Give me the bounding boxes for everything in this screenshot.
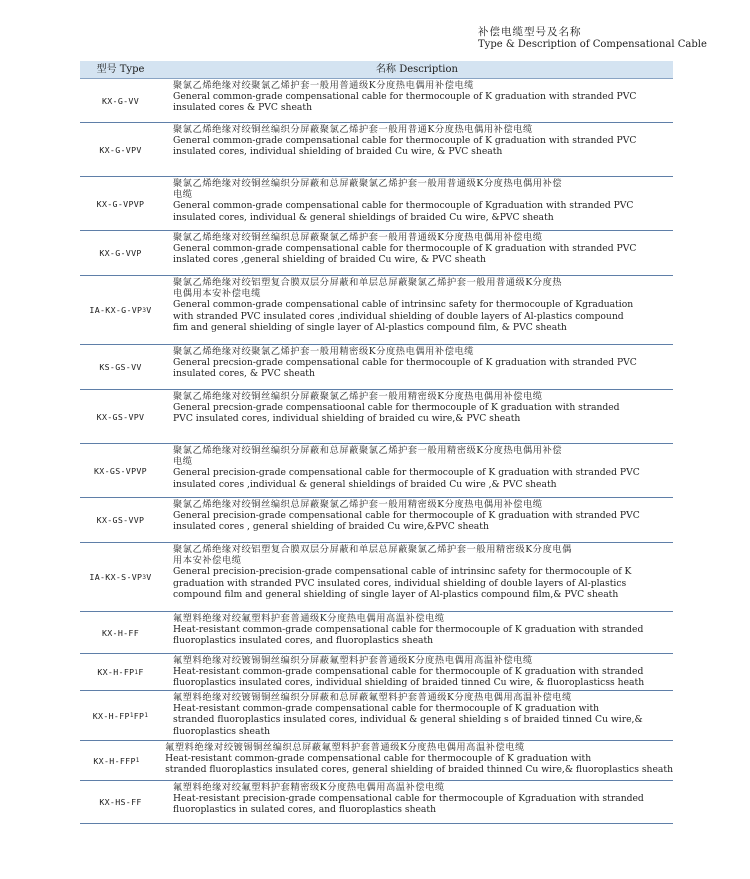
cable-model-code: KX-GS-VVP (96, 515, 145, 525)
cable-model-code: KX-GS-VPVP (94, 465, 147, 476)
cable-model-code: KX-H-FP (92, 710, 130, 721)
description-en-line: fim and general shielding of single layer of Al-plastics compound film, & PVC sheath (173, 321, 567, 333)
cable-model-code: KX-G-VPVP (96, 198, 145, 209)
cable-description (161, 79, 673, 122)
cable-model (80, 781, 161, 823)
description-cn-line: 氟塑料绝缘对绞氟塑料护套精密级K分度热电偶用高温补偿电缆 (173, 782, 445, 793)
cable-model-code: IA-KX-S-VP (89, 572, 143, 582)
column-header-description: 名称 Description (376, 64, 458, 75)
cable-model (80, 691, 161, 740)
description-cn-line: 聚氯乙烯绝缘对绞铜丝编织总屏蔽聚氯乙烯护套一般用精密级K分度热电偶用补偿电缆 (173, 499, 543, 510)
table-row (80, 612, 673, 654)
description-en-line: insulated cores ,individual & general shieldings of braided Cu wire ,& PVC sheath (173, 478, 557, 490)
table-row (80, 498, 673, 543)
description-en-line: Heat-resistant precision-grade compensational cable for thermocouple of Kgraduation with stranded (173, 793, 644, 805)
description-en-line: General common-grade compensational cable for thermocouple of K graduation with stranded PVC (173, 243, 637, 255)
table-row (80, 390, 673, 444)
cable-model-suffix: F (138, 667, 144, 677)
description-en-line: Heat-resistant common-grade compensational cable for thermocouple of K graduation with (165, 753, 592, 765)
description-en-line: PVC insulated cores, individual shielding of braided cu wire,& PVC sheath (173, 413, 521, 425)
cable-model-code: KX-GS-VPV (96, 411, 145, 422)
cable-model-subscript: 1 (134, 668, 139, 676)
table-row (80, 345, 673, 390)
cable-description (161, 390, 673, 443)
table-row (80, 79, 673, 123)
cable-description (161, 612, 673, 653)
description-cn-line: 电缆 (173, 456, 193, 468)
table-row (80, 177, 673, 231)
column-header-type: 型号 Type (96, 64, 145, 75)
cable-description (161, 177, 673, 230)
cable-model-code: KX-G-VPV (99, 144, 142, 155)
cable-model-code: KX-H-FF (101, 627, 140, 638)
description-en-line: General common-grade compensational cable for thermocouple of K graduation with stranded PVC (173, 91, 637, 103)
cable-model (80, 543, 161, 611)
description-en-line: inslated cores ,general shielding of braided Cu wire, & PVC sheath (173, 254, 486, 266)
cable-model (80, 444, 161, 497)
cable-model-suffix: FP (133, 710, 145, 721)
description-cn-line: 氟塑料绝缘对绞氟塑料护套普通级K分度热电偶用高温补偿电缆 (173, 613, 445, 624)
cable-model-subscript: 3 (142, 306, 147, 314)
table-row (80, 741, 673, 781)
description-en-line: General precision-grade compensational cable for thermocouple of K graduation with stranded PVC (173, 467, 640, 479)
table-header (80, 61, 673, 79)
cable-description (161, 123, 673, 176)
cable-description (161, 781, 673, 823)
description-en-line: General precsion-grade compensatioonal cable for thermocouple of K graduation with stranded (173, 402, 620, 414)
description-en-line: fluoroplastics sheath (173, 725, 271, 737)
cable-description (153, 741, 673, 780)
description-cn-line: 电偶用本安补偿电缆 (173, 288, 262, 300)
cable-model-code: KX-G-VV (101, 95, 140, 106)
cable-description (161, 543, 673, 611)
cable-model (80, 79, 161, 122)
description-en-line: insulated cores, & PVC sheath (173, 368, 315, 380)
description-en-line: insulated cores , general shielding of braided Cu wire,&PVC sheath (173, 521, 489, 533)
description-cn-line: 聚氯乙烯绝缘对绞铜丝编织分屏蔽聚氯乙烯护套一般用普通K分度热电偶用补偿电缆 (173, 124, 533, 135)
description-en-line: compound film and general shielding of single layer of Al-plastics compound film,& PVC sheath (173, 588, 619, 600)
cable-description (161, 498, 673, 542)
cable-model (80, 177, 161, 230)
cable-model (80, 741, 153, 780)
description-en-line: stranded fluoroplastics insulated cores, general shielding of braided thinned Cu wire,& fluoroplastics sheath (165, 764, 673, 776)
cable-model-suffix: V (146, 572, 152, 582)
description-en-line: fluoroplastics in sulated cores, and fluoroplastics sheath (173, 804, 437, 816)
cable-table (80, 61, 673, 824)
table-body (80, 79, 673, 824)
description-en-line: Heat-resistant common-grade compensational cable for thermocouple of K graduation with stranded (173, 624, 644, 636)
description-cn-line: 用本安补偿电缆 (173, 555, 242, 567)
description-en-line: General common-grade compensational cable for thermocouple of K graduation with stranded PVC (173, 135, 637, 147)
description-en-line: graduation with stranded PVC insulated cores, individual shielding of double layers of Al-plastics (173, 577, 627, 589)
table-row (80, 276, 673, 345)
cable-model (80, 654, 161, 690)
cable-description (161, 654, 673, 690)
cable-model (80, 345, 161, 389)
description-cn-line: 氟塑料绝缘对绞镀锡铜丝编织分屏蔽和总屏蔽氟塑料护套普通级K分度热电偶用高温补偿电缆 (173, 692, 572, 703)
description-cn-line: 聚氯乙烯绝缘对绞铜丝编织总屏蔽聚氯乙烯护套一般用普通级K分度热电偶用补偿电缆 (173, 232, 543, 243)
description-en-line: General common-grade compensational cable for thermocouple of Kgraduation with stranded PVC (173, 200, 634, 212)
cable-model-code: IA-KX-G-VP (89, 305, 143, 315)
cable-model-code: KX-HS-FF (99, 797, 142, 807)
description-en-line: General precsion-grade compensational cable for thermocouple of K graduation with stranded PVC (173, 357, 637, 369)
description-en-line: with stranded PVC insulated cores ,individual shielding of double layers of Al-plastics compound (173, 310, 624, 322)
cable-model (80, 231, 161, 275)
description-cn-line: 氟塑料绝缘对绞镀锡铜丝编织分屏蔽氟塑料护套普通级K分度热电偶用高温补偿电缆 (173, 655, 533, 666)
page-title-cn: 补偿电缆型号及名称 (478, 26, 582, 38)
cable-model (80, 612, 161, 653)
cable-model-subscript: 1 (144, 712, 149, 719)
cable-description (161, 691, 673, 740)
table-row (80, 781, 673, 824)
cable-description (161, 276, 673, 344)
description-en-line: insulated cores, individual shielding of braided Cu wire, & PVC sheath (173, 146, 503, 158)
cable-model-subscript: 3 (142, 573, 147, 581)
description-en-line: stranded fluoroplastics insulated cores, individual & general shielding s of braided tinned Cu wire,& (173, 714, 643, 726)
description-cn-line: 聚氯乙烯绝缘对绞铜丝编织分屏蔽聚氯乙烯护套一般用精密级K分度热电偶用补偿电缆 (173, 391, 543, 402)
description-en-line: insulated cores & PVC sheath (173, 102, 312, 114)
description-cn-line: 聚氯乙烯绝缘对绞铜丝编织分屏蔽和总屏蔽聚氯乙烯护套一般用精密级K分度热电偶用补偿 (173, 445, 563, 456)
cable-model (80, 276, 161, 344)
cable-model-code: KX-G-VVP (99, 248, 142, 258)
description-cn-line: 聚氯乙烯绝缘对绞铝塑复合膜双层分屏蔽和单层总屏蔽聚氯乙烯护套一般用普通级K分度热 (173, 277, 563, 288)
cable-model-code: KX-H-FFP (93, 755, 136, 766)
cable-model-subscript: 1 (129, 712, 134, 719)
description-en-line: Heat-resistant common-grade compensational cable for thermocouple of K graduation with (173, 703, 600, 715)
description-en-line: Heat-resistant common-grade compensational cable for thermocouple of K graduation with stranded (173, 666, 644, 678)
table-row (80, 543, 673, 612)
cable-model (80, 123, 161, 176)
description-cn-line: 电缆 (173, 189, 193, 201)
description-en-line: insulated cores, individual & general shieldings of braided Cu wire, &PVC sheath (173, 211, 554, 223)
description-en-line: General precision-precision-grade compensational cable of intrinsinc safety for thermocouple of K (173, 566, 632, 578)
cable-model-subscript: 1 (135, 757, 140, 764)
page-title-en: Type & Description of Compensational Cable (478, 39, 707, 50)
description-cn-line: 聚氯乙烯绝缘对绞聚氯乙烯护套一般用精密级K分度热电偶用补偿电缆 (173, 346, 475, 357)
cable-model (80, 390, 161, 443)
cable-model-code: KX-H-FP (97, 667, 135, 677)
table-row (80, 654, 673, 691)
cable-model-code: KS-GS-VV (99, 362, 142, 372)
description-en-line: fluoroplastics insulated cores, and fluoroplastics sheath (173, 635, 434, 647)
page-header (478, 26, 738, 51)
table-row (80, 231, 673, 276)
description-cn-line: 聚氯乙烯绝缘对绞聚氯乙烯护套一般用普通级K分度热电偶用补偿电缆 (173, 80, 475, 91)
cable-model-suffix: V (146, 305, 152, 315)
description-cn-line: 聚氯乙烯绝缘对绞铜丝编织分屏蔽和总屏蔽聚氯乙烯护套一般用普通级K分度热电偶用补偿 (173, 178, 563, 189)
cable-model (80, 498, 161, 542)
cable-description (161, 444, 673, 497)
description-en-line: General common-grade compensational cable of intrinsinc safety for thermocouple of Kgraduation (173, 299, 634, 311)
description-en-line: fluoroplastics insulated cores, individual shielding of braided tinned Cu wire, & fluoroplasticss heath (173, 677, 645, 689)
description-cn-line: 聚氯乙烯绝缘对绞铝塑复合膜双层分屏蔽和单层总屏蔽聚氯乙烯护套一般用精密级K分度电偶 (173, 544, 572, 555)
table-row (80, 691, 673, 741)
cable-description (161, 345, 673, 389)
description-en-line: General precision-grade compensational cable for thermocouple of K graduation with stranded PVC (173, 510, 640, 522)
cable-description (161, 231, 673, 275)
table-row (80, 123, 673, 177)
table-row (80, 444, 673, 498)
description-cn-line: 氟塑料绝缘对绞镀锡铜丝编织总屏蔽氟塑料护套普通级K分度热电偶用高温补偿电缆 (165, 742, 525, 753)
